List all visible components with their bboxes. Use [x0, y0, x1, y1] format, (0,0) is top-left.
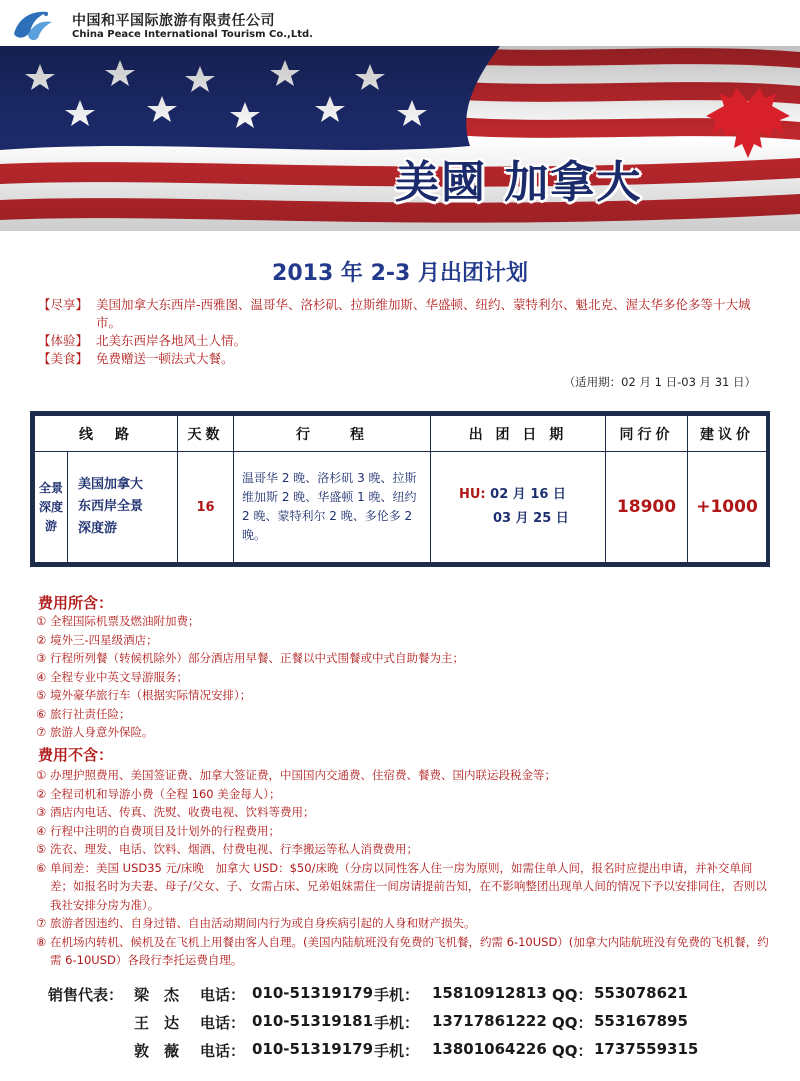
header-peer-price: 同行价	[606, 416, 688, 452]
validity-period: （适用期：02 月 1 日-03 月 31 日）	[563, 375, 756, 389]
mobile-label: 手机：	[374, 986, 420, 1004]
excluded-list	[36, 766, 771, 970]
contact-mobile: 15810912813	[432, 984, 547, 1002]
intro-row	[38, 332, 768, 350]
header-itinerary: 行 程	[234, 416, 431, 452]
tour-days: 16	[178, 452, 234, 563]
list-item: ① 全程国际机票及燃油附加费；	[36, 614, 200, 628]
list-item: ① 办理护照费用、美国签证费、加拿大签证费，中国国内交通费、住宿费、餐费、国内联运段税金等；	[36, 768, 556, 782]
list-item: ⑥ 旅行社责任险；	[36, 706, 131, 721]
intro-text: 美国加拿大东西岸-西雅图、温哥华、洛杉矶、拉斯维加斯、华盛顿、纽约、蒙特利尔、魁北克、渥太华多伦多等十大城市。	[96, 297, 751, 330]
list-item: ④ 全程专业中英文导游服务；	[36, 669, 188, 684]
route-name	[68, 452, 178, 563]
included-list	[36, 612, 771, 742]
peer-price: 18900	[606, 452, 688, 563]
list-item: ④ 行程中注明的自费项目及计划外的行程费用；	[36, 823, 280, 838]
header-route: 线 路	[35, 416, 178, 452]
contact-qq: 553078621	[594, 984, 688, 1002]
table-header-row	[35, 416, 767, 452]
contact-name: 王 达	[134, 1014, 180, 1032]
mobile-label: 手机：	[374, 1042, 420, 1060]
list-item: ⑤ 境外豪华旅行车（根据实际情况安排）；	[36, 688, 252, 702]
intro-tag: 【尽享】	[38, 297, 89, 312]
contact-mobile: 13717861222	[432, 1012, 547, 1030]
list-item: ② 全程司机和导游小费（全程 160 美金每人）；	[36, 786, 281, 801]
list-item: ⑦ 旅游者因违约、自身过错、自由活动期间内行为或自身疾病引起的人身和财产损失。	[36, 916, 476, 930]
included-title: 费用所含：	[38, 594, 114, 612]
contact-name: 敦 薇	[134, 1042, 180, 1060]
list-item: ⑦ 旅游人身意外保险。	[36, 725, 154, 739]
flag-banner	[0, 46, 800, 231]
intro-text: 北美东西岸各地风土人情。	[96, 333, 247, 348]
intro-row	[38, 350, 768, 368]
list-item: ② 境外三-四星级酒店；	[36, 632, 158, 647]
list-item: ⑤ 洗衣、理发、电话、饮料、烟酒、付费电视、行李搬运等私人消费费用；	[36, 842, 418, 856]
intro-text: 免费赠送一顿法式大餐。	[96, 351, 234, 366]
contact-tel: 010-51319179	[252, 984, 374, 1002]
qq-label: QQ：	[552, 986, 593, 1004]
sales-label: 销售代表：	[48, 986, 124, 1004]
itinerary-table	[34, 415, 767, 563]
list-item: ③ 行程所列餐（转候机除外）部分酒店用早餐、正餐以中式围餐或中式自助餐为主；	[36, 651, 464, 665]
excluded-title: 费用不含：	[38, 746, 114, 764]
plan-title: 2013 年 2-3 月出团计划	[272, 261, 528, 286]
intro-tag: 【美食】	[38, 351, 89, 366]
company-name-cn: 中国和平国际旅游有限责任公司	[72, 13, 275, 29]
itinerary-text: 温哥华 2 晚、洛杉矶 3 晚、拉斯维加斯 2 晚、华盛顿 1 晚、纽约 2 晚、蒙特利尔 2 晚、多伦多 2 晚。	[234, 452, 431, 563]
intro-row	[38, 296, 768, 332]
contact-tel: 010-51319179	[252, 1040, 374, 1058]
tel-label: 电话：	[200, 1042, 246, 1060]
company-name-en: China Peace International Tourism Co.,Ltd.	[72, 29, 313, 40]
contact-qq: 553167895	[594, 1012, 688, 1030]
contact-tel: 010-51319181	[252, 1012, 374, 1030]
route-name-line: 深度游	[78, 521, 118, 536]
route-name-line: 美国加拿大	[78, 477, 144, 492]
intro-tag: 【体验】	[38, 333, 89, 348]
list-item: ⑥ 单间差：美国 USD35 元/床晚 加拿大 USD：$50/床晚（分房以同性客人住一房为原则，如需住单人间，报名时应提出申请，并补交单间差；如报名时为夫妻、母子/父女、子、女需占床、兄弟姐妹需住一间房请提前告知，在不影响整团出现单人间的情况下予以安排同住，否则以我社安排分房为准）。	[36, 860, 767, 912]
banner-title: 美國 加拿大	[395, 157, 643, 208]
departure-dates	[431, 452, 606, 563]
contact-qq: 1737559315	[594, 1040, 699, 1058]
dove-logo-icon	[8, 4, 56, 44]
qq-label: QQ：	[552, 1042, 593, 1060]
header-suggested-price: 建议价	[688, 416, 767, 452]
company-header	[0, 0, 800, 46]
itinerary-table-frame	[30, 411, 770, 567]
header-days: 天数	[178, 416, 234, 452]
departure-date: 02 月 16 日	[490, 487, 566, 502]
header-dates: 出 团 日 期	[431, 416, 606, 452]
tel-label: 电话：	[200, 1014, 246, 1032]
contact-name: 梁 杰	[134, 986, 180, 1004]
suggested-price: +1000	[688, 452, 767, 563]
list-item: ③ 酒店内电话、传真、洗熨、收费电视、饮料等费用；	[36, 805, 315, 819]
airline-code: HU:	[459, 487, 486, 502]
qq-label: QQ：	[552, 1014, 593, 1032]
plan-intro	[38, 296, 768, 368]
list-item: ⑧ 在机场内转机、候机及在飞机上用餐由客人自理。(美国内陆航班没有免费的飞机餐，约需 6-10USD）(加拿大内陆航班没有免费的飞机餐，约需 6-10USD）各段行李托运费自理。	[36, 934, 769, 967]
contact-mobile: 13801064226	[432, 1040, 547, 1058]
route-category: 全景深度游	[35, 452, 68, 563]
mobile-label: 手机：	[374, 1014, 420, 1032]
tel-label: 电话：	[200, 986, 246, 1004]
route-name-line: 东西岸全景	[78, 499, 144, 514]
table-row	[35, 452, 767, 563]
departure-date: 03 月 25 日	[493, 511, 569, 526]
